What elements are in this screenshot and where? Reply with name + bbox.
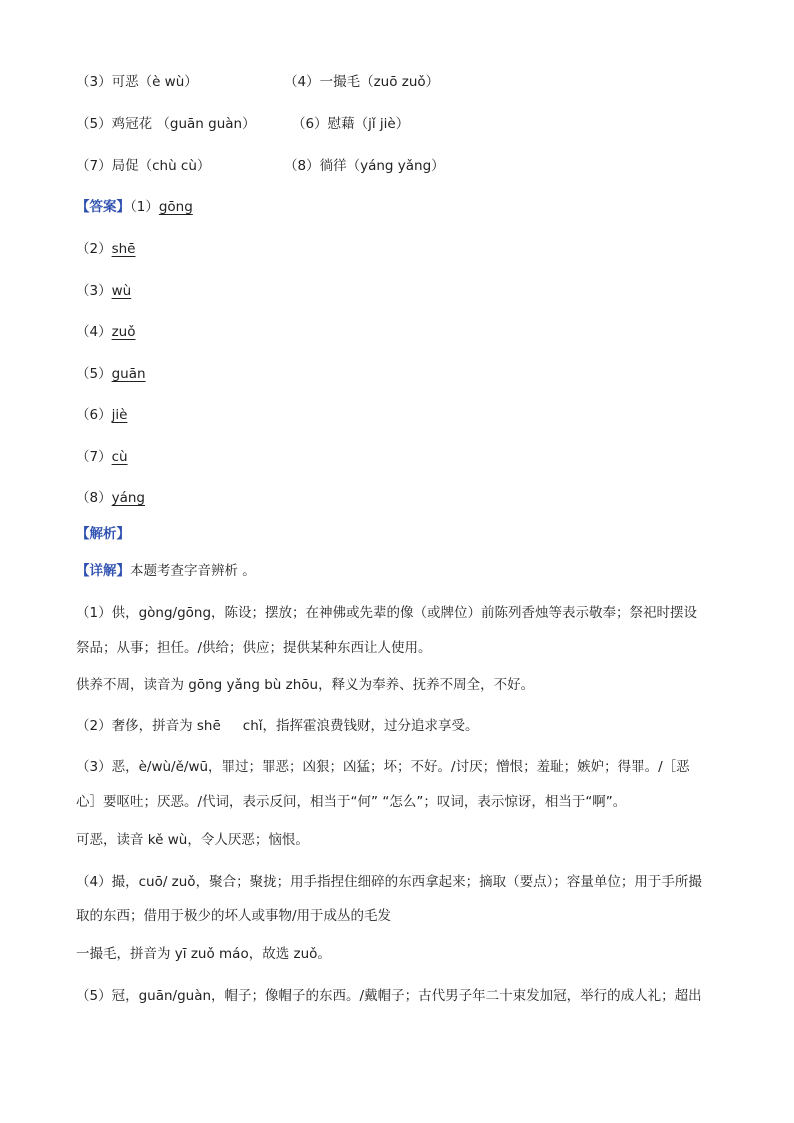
answer-num: （6）	[76, 407, 112, 423]
analysis-p2	[76, 716, 479, 736]
detail-label: 【详解】	[76, 563, 130, 579]
answer-value: zuǒ	[111, 324, 136, 340]
detail-text: 本题考查字音辨析 。	[130, 563, 256, 579]
answer-value: jiè	[111, 407, 128, 423]
answer-row-7	[76, 447, 128, 467]
analysis-heading	[76, 524, 130, 544]
analysis-p4-line3: 一撮毛，拼音为 yī zuǒ máo，故选 zuǒ。	[76, 946, 331, 962]
answer-value: yáng	[111, 490, 145, 506]
answer-row-3	[76, 281, 131, 301]
analysis-p1-line2: 祭品；从事；担任。/供给；供应；提供某种东西让人使用。	[76, 640, 432, 656]
answer-value: guān	[111, 366, 146, 382]
analysis-p3-line3: 可恶，读音 kě wù，令人厌恶；恼恨。	[76, 832, 309, 848]
answer-row-2	[76, 239, 136, 259]
analysis-p5-line1: （5）冠，guān/guàn，帽子；像帽子的东西。/戴帽子；古代男子年二十束发加冠，举行的成人礼；超出	[76, 988, 702, 1004]
answer-value: shē	[111, 241, 136, 257]
answer-num: （2）	[76, 241, 112, 257]
answer-num: （1）	[130, 199, 159, 215]
answer-value: gōng	[158, 199, 193, 215]
answer-label: 【答案】	[76, 199, 130, 215]
detail-line	[76, 561, 256, 581]
analysis-p4-line2: 取的东西；借用于极少的坏人或事物/用于成丛的毛发	[76, 908, 392, 924]
question-item-8: （8）徜徉（yáng yǎng）	[284, 158, 445, 174]
answer-row-4	[76, 322, 136, 342]
answer-row-8	[76, 488, 145, 508]
analysis-p3-line2: 心］要呕吐；厌恶。/代词，表示反问，相当于“何” “怎么”；叹词，表示惊讶，相当于“啊”。	[76, 794, 627, 810]
answer-num: （4）	[76, 324, 112, 340]
answer-num: （7）	[76, 449, 112, 465]
answer-value: cù	[111, 449, 128, 465]
answer-value: wù	[111, 283, 132, 299]
question-item-3: （3）可恶（è wù）	[76, 74, 198, 90]
analysis-p2-b: chǐ，指挥霍浪费钱财，过分追求享受。	[242, 718, 479, 734]
answer-num: （8）	[76, 490, 112, 506]
question-row-7-8	[76, 156, 445, 176]
analysis-p1-line1: （1）供，gòng/gōng，陈设；摆放；在神佛或先辈的像（或牌位）前陈列香烛等表示敬奉；祭祀时摆设	[76, 605, 698, 621]
analysis-label: 【解析】	[76, 526, 130, 542]
answer-row-5	[76, 364, 146, 384]
analysis-p3-line1: （3）恶，è/wù/ě/wū，罪过；罪恶；凶狠；凶猛；坏；不好。/讨厌；憎恨；羞耻；嫉妒；得罪。/［恶	[76, 759, 690, 775]
analysis-p2-a: （2）奢侈，拼音为 shē	[76, 718, 221, 734]
question-item-4: （4）一撮毛（zuō zuǒ）	[284, 74, 440, 90]
answer-num: （3）	[76, 283, 112, 299]
answer-row-1	[76, 197, 193, 217]
question-row-5-6	[76, 114, 410, 134]
analysis-p1-line3: 供养不周，读音为 gōng yǎng bù zhōu，释义为奉养、抚养不周全，不好。	[76, 677, 535, 693]
answer-row-6	[76, 405, 127, 425]
answer-num: （5）	[76, 366, 112, 382]
analysis-p4-line1: （4）撮，cuō/ zuǒ，聚合；聚拢；用手指捏住细碎的东西拿起来；摘取（要点）；容量单位；用于手所撮	[76, 874, 702, 890]
question-item-7: （7）局促（chù cù）	[76, 158, 211, 174]
question-item-5: （5）鸡冠花 （guān guàn）	[76, 116, 256, 132]
question-row-3-4	[76, 72, 440, 92]
question-item-6: （6）慰藉（jǐ jiè）	[292, 116, 410, 132]
